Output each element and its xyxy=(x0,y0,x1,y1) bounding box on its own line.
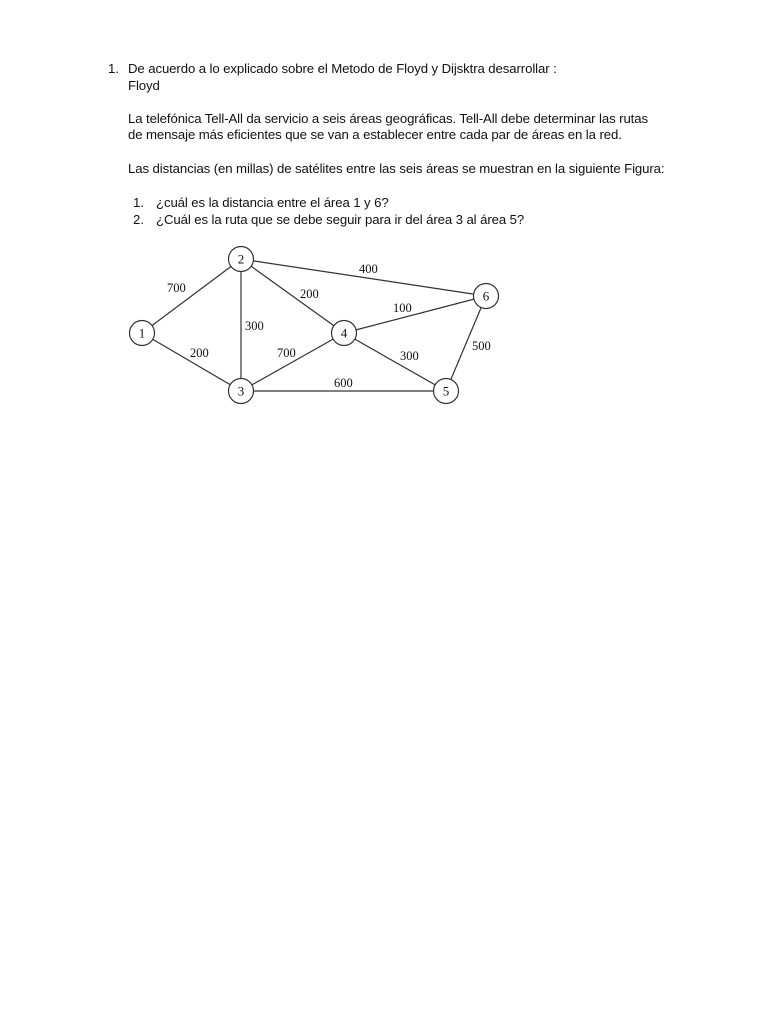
question-1-text: ¿cuál es la distancia entre el área 1 y 6? xyxy=(156,195,389,210)
node-3 xyxy=(229,379,254,404)
edge-1-2 xyxy=(142,259,241,333)
weight-3-5: 600 xyxy=(334,376,353,390)
weight-2-6: 400 xyxy=(359,262,378,276)
weight-2-3: 300 xyxy=(245,319,264,333)
node-6-label: 6 xyxy=(482,288,490,304)
node-3-label: 3 xyxy=(237,383,245,399)
edge-4-6 xyxy=(344,296,486,333)
problem-intro: De acuerdo a lo explicado sobre el Metodo de Floyd y Dijsktra desarrollar : xyxy=(128,61,557,76)
edge-weights xyxy=(167,262,491,390)
paragraph-1-line-1: La telefónica Tell-All da servicio a seis áreas geográficas. Tell-All debe determinar las rutas xyxy=(128,111,648,126)
weight-5-6: 500 xyxy=(472,339,491,353)
node-4 xyxy=(332,321,357,346)
node-4-label: 4 xyxy=(340,325,348,341)
node-5-label: 5 xyxy=(442,383,450,399)
problem-number: 1. xyxy=(108,61,119,76)
paragraph-2: Las distancias (en millas) de satélites entre las seis áreas se muestran en la siguiente Figura: xyxy=(128,161,665,176)
question-2-number: 2. xyxy=(133,212,144,227)
weight-4-6: 100 xyxy=(393,301,412,315)
node-1-label: 1 xyxy=(138,325,146,341)
weight-4-5: 300 xyxy=(400,349,419,363)
paragraph-1-line-2: de mensaje más eficientes que se van a establecer entre cada par de áreas en la red. xyxy=(128,127,622,142)
weight-3-4: 700 xyxy=(277,346,296,360)
node-6 xyxy=(474,284,499,309)
edge-1-3 xyxy=(142,333,241,391)
edge-3-4 xyxy=(241,333,344,391)
network-edges xyxy=(142,259,486,391)
weight-2-4: 200 xyxy=(300,287,319,301)
weight-1-2: 700 xyxy=(167,281,186,295)
node-1 xyxy=(130,321,155,346)
question-2-text: ¿Cuál es la ruta que se debe seguir para ir del área 3 al área 5? xyxy=(156,212,525,227)
node-2-label: 2 xyxy=(237,251,245,267)
node-5 xyxy=(434,379,459,404)
weight-1-3: 200 xyxy=(190,346,209,360)
question-1-number: 1. xyxy=(133,195,144,210)
node-2 xyxy=(229,247,254,272)
method-name: Floyd xyxy=(128,78,160,93)
edge-4-5 xyxy=(344,333,446,391)
